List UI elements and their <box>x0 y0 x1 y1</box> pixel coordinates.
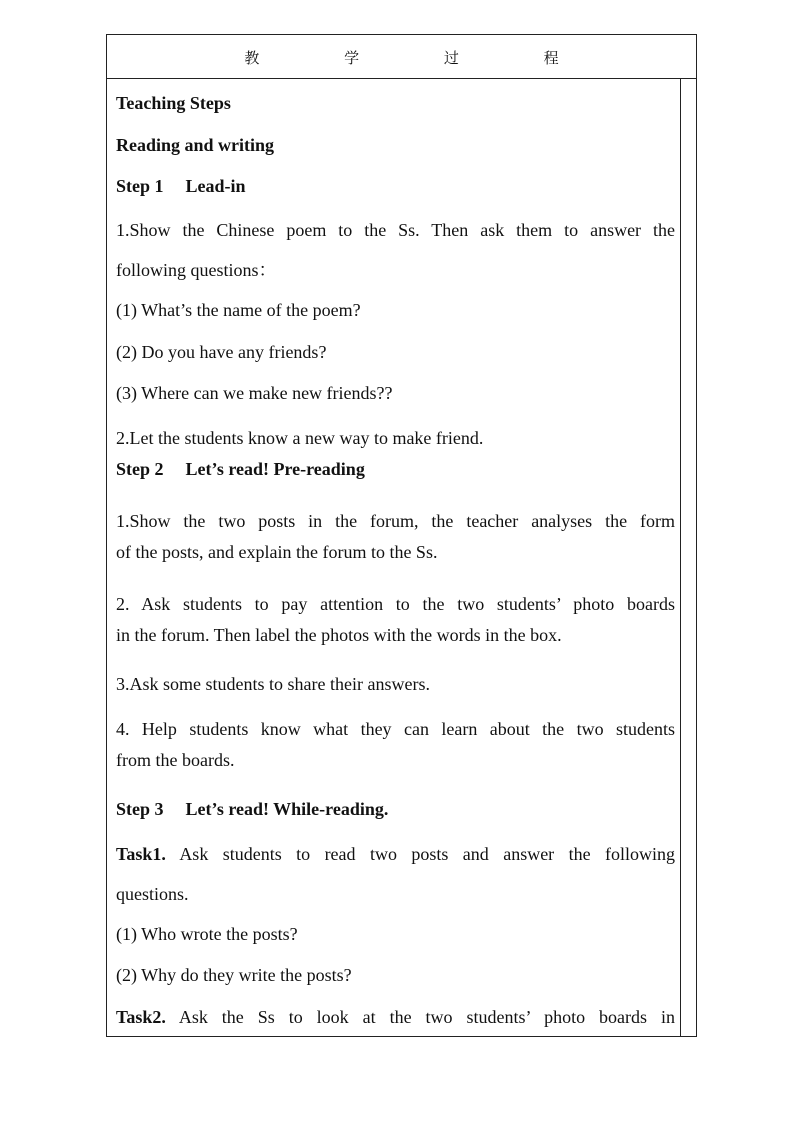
lesson-table <box>106 34 697 1037</box>
step1-question1: (1) What’s the name of the poem? <box>116 300 361 320</box>
teaching-steps-heading: Teaching Steps <box>116 93 231 113</box>
step3-question1: (1) Who wrote the posts? <box>116 924 298 944</box>
step2-label: Step 2 <box>116 459 164 479</box>
column-divider <box>680 79 681 1037</box>
step2-paragraph4-line1: 4. Help students know what they can learn about the two students <box>116 719 675 739</box>
task2-label: Task2. <box>116 1007 166 1027</box>
step2-title: Let’s read! Pre-reading <box>185 459 365 479</box>
step3-label: Step 3 <box>116 799 164 819</box>
step1-label: Step 1 <box>116 176 164 196</box>
task1-line1 <box>116 843 675 865</box>
step3-question2: (2) Why do they write the posts? <box>116 965 352 985</box>
step1-paragraph1-line1: 1.Show the Chinese poem to the Ss. Then ask them to answer the <box>116 220 675 240</box>
task2-text: Ask the Ss to look at the two students’ photo boards in <box>178 1007 675 1027</box>
step3-heading <box>116 798 675 820</box>
step2-paragraph2-line2: in the forum. Then label the photos with the words in the box. <box>116 625 562 645</box>
step2-heading <box>116 458 675 480</box>
task1-text: Ask students to read two posts and answer the following <box>179 844 675 864</box>
table-header-row <box>107 35 696 79</box>
step2-paragraph2-line1: 2. Ask students to pay attention to the two students’ photo boards <box>116 594 675 614</box>
step1-paragraph2: 2.Let the students know a new way to make friend. <box>116 428 484 448</box>
step1-title: Lead-in <box>185 176 246 196</box>
step2-paragraph3: 3.Ask some students to share their answers. <box>116 674 430 694</box>
step1-question2: (2) Do you have any friends? <box>116 342 327 362</box>
step1-heading <box>116 175 675 197</box>
step2-paragraph4-line2: from the boards. <box>116 750 235 770</box>
step1-paragraph1-line2: following questions： <box>116 260 277 280</box>
step3-title: Let’s read! While-reading. <box>185 799 389 819</box>
task1-line2: questions. <box>116 884 189 904</box>
step2-paragraph1-line2: of the posts, and explain the forum to the Ss. <box>116 542 438 562</box>
table-header-title: 教 学 过 程 <box>244 49 599 67</box>
task1-label: Task1. <box>116 844 166 864</box>
step2-paragraph1-line1: 1.Show the two posts in the forum, the teacher analyses the form <box>116 511 675 531</box>
task2-line1 <box>116 1006 675 1028</box>
step1-question3: (3) Where can we make new friends?? <box>116 383 393 403</box>
reading-writing-heading: Reading and writing <box>116 135 275 155</box>
